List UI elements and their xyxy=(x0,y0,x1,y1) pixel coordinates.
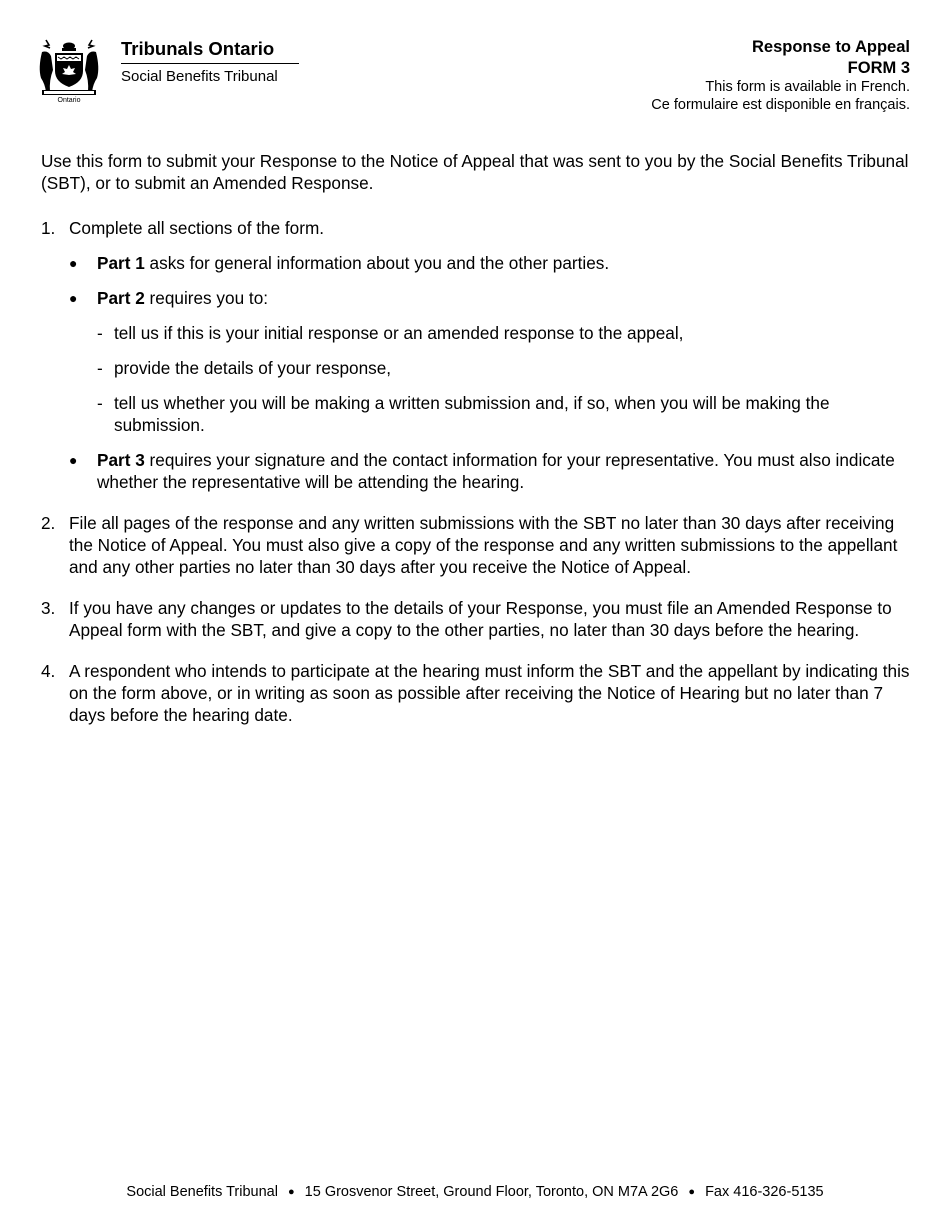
step-3 xyxy=(41,597,911,641)
step-number: 3. xyxy=(41,598,56,618)
svg-text:Ontario: Ontario xyxy=(57,97,81,104)
requirement-text: tell us whether you will be making a written submission and, if so, when you will be making the submission. xyxy=(114,393,830,435)
french-availability-note: This form is available in French. xyxy=(705,79,910,95)
footer-org: Social Benefits Tribunal xyxy=(126,1184,278,1200)
step-1 xyxy=(41,217,911,493)
step-4 xyxy=(41,660,911,726)
part-list xyxy=(69,252,911,493)
form-name: Response to Appeal xyxy=(752,38,910,56)
footer-fax: Fax 416-326-5135 xyxy=(705,1184,824,1200)
part-text: requires your signature and the contact information for your representative. You must also indicate whether the representative will be attending the hearing. xyxy=(97,450,895,492)
brand-divider xyxy=(121,63,299,64)
requirement-item xyxy=(97,392,911,436)
brand-title: Tribunals Ontario xyxy=(121,38,275,59)
coat-of-arms-icon xyxy=(36,38,102,104)
requirement-item xyxy=(97,357,911,379)
form-header xyxy=(651,37,910,114)
part-label: Part 2 xyxy=(97,288,145,308)
instruction-steps xyxy=(41,217,911,726)
instructions-body xyxy=(41,150,911,745)
part-3-item xyxy=(69,449,911,493)
bullet-icon: ● xyxy=(69,452,78,468)
footer-address: 15 Grosvenor Street, Ground Floor, Toronto, ON M7A 2G6 xyxy=(304,1184,679,1200)
bullet-icon: ● xyxy=(69,255,78,271)
bullet-icon: ● xyxy=(69,290,78,306)
footer-separator-icon: ● xyxy=(688,1186,696,1198)
step-2 xyxy=(41,512,911,578)
step-text: A respondent who intends to participate at the hearing must inform the SBT and the appellant by indicating this on the form above, or in writing as soon as possible after receiving the Notice of Hearing but no later than 7 days before the hearing date. xyxy=(69,661,910,725)
dash-icon: - xyxy=(97,323,103,343)
dash-icon: - xyxy=(97,358,103,378)
brand-block xyxy=(121,38,299,86)
requirement-text: provide the details of your response, xyxy=(114,358,392,378)
part-2-requirements xyxy=(97,322,911,436)
page-footer xyxy=(0,1183,950,1202)
part-label: Part 3 xyxy=(97,450,145,470)
part-label: Part 1 xyxy=(97,253,145,273)
requirement-text: tell us if this is your initial response or an amended response to the appeal, xyxy=(114,323,684,343)
part-2-item xyxy=(69,287,911,436)
form-number: FORM 3 xyxy=(847,59,910,77)
dash-icon: - xyxy=(97,393,103,413)
requirement-item xyxy=(97,322,911,344)
part-text: asks for general information about you and the other parties. xyxy=(144,253,610,273)
brand-subtitle: Social Benefits Tribunal xyxy=(121,68,278,85)
part-1-item xyxy=(69,252,911,274)
french-availability-note-fr: Ce formulaire est disponible en français. xyxy=(651,96,910,113)
footer-separator-icon: ● xyxy=(287,1186,295,1198)
step-text: Complete all sections of the form. xyxy=(69,218,325,238)
step-text: File all pages of the response and any written submissions with the SBT no later than 30 days after receiving the Notice of Appeal. You must also give a copy of the response and any written submissions to the appellant and any other parties no later than 30 days after you receive the Notice of Appeal. xyxy=(69,513,898,577)
intro-paragraph: Use this form to submit your Response to the Notice of Appeal that was sent to you by the Social Benefits Tribunal (SBT), or to submit an Amended Response. xyxy=(41,151,909,193)
step-number: 1. xyxy=(41,218,56,238)
ontario-coat-of-arms-logo xyxy=(36,38,102,104)
step-text: If you have any changes or updates to the details of your Response, you must file an Amended Response to Appeal form with the SBT, and give a copy to the other parties, no later than 30 days before the hearing. xyxy=(69,598,892,640)
part-text: requires you to: xyxy=(144,288,269,308)
step-number: 2. xyxy=(41,513,56,533)
step-number: 4. xyxy=(41,661,56,681)
